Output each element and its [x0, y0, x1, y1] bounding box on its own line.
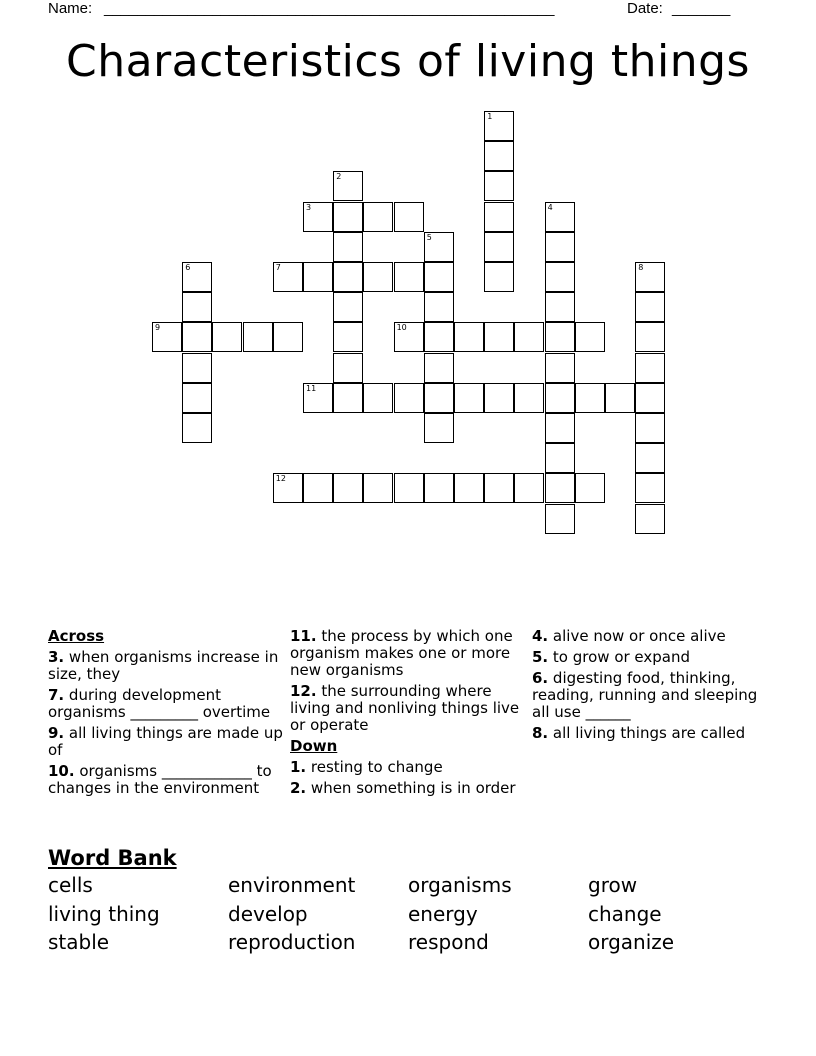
crossword-cell[interactable] [545, 353, 575, 383]
crossword-cell[interactable] [363, 473, 393, 503]
crossword-cell[interactable] [635, 292, 665, 322]
crossword-cell[interactable] [514, 473, 544, 503]
crossword-cell[interactable] [333, 383, 363, 413]
crossword-cell[interactable] [635, 443, 665, 473]
cell-number: 4 [547, 202, 553, 212]
date-label: Date: [627, 0, 663, 17]
word-bank-item: respond [408, 930, 489, 954]
crossword-cell[interactable] [484, 383, 514, 413]
clues-column-2 [290, 628, 526, 801]
cell-number: 10 [396, 323, 407, 333]
word-bank-item: environment [228, 873, 356, 897]
crossword-cell[interactable] [424, 473, 454, 503]
name-blank[interactable]: ______________________________________________________ [104, 0, 555, 17]
crossword-cell[interactable] [605, 383, 635, 413]
crossword-cell[interactable] [424, 262, 454, 292]
across-heading: Across [48, 627, 105, 645]
crossword-cell[interactable] [424, 232, 454, 262]
crossword-cell[interactable] [363, 262, 393, 292]
clue-across-7: 7. during development organisms _________ overtime [48, 686, 271, 721]
crossword-cell[interactable] [454, 383, 484, 413]
cell-number: 12 [275, 474, 286, 484]
word-bank-item: cells [48, 873, 93, 897]
crossword-cell[interactable] [484, 262, 514, 292]
word-bank-item: living thing [48, 902, 160, 926]
clue-down-5: 5. to grow or expand [532, 648, 691, 666]
cell-number: 5 [426, 232, 432, 242]
crossword-cell[interactable] [484, 232, 514, 262]
cell-number: 2 [336, 172, 342, 182]
cell-number: 6 [185, 263, 191, 272]
crossword-cell[interactable] [484, 473, 514, 503]
crossword-cell[interactable] [363, 383, 393, 413]
crossword-cell[interactable] [333, 171, 363, 201]
crossword-cell[interactable] [484, 322, 514, 352]
cell-number: 7 [275, 263, 281, 272]
crossword-cell[interactable] [424, 413, 454, 443]
crossword-cell[interactable] [182, 353, 212, 383]
crossword-cell[interactable] [545, 262, 575, 292]
crossword-cell[interactable] [182, 383, 212, 413]
crossword-cell[interactable] [635, 383, 665, 413]
crossword-cell[interactable] [545, 232, 575, 262]
down-heading: Down [290, 737, 338, 755]
crossword-cell[interactable] [545, 322, 575, 352]
crossword-cell[interactable] [454, 473, 484, 503]
crossword-cell[interactable] [514, 383, 544, 413]
crossword-cell[interactable] [635, 504, 665, 534]
cell-number: 9 [155, 323, 161, 333]
crossword-cell[interactable] [635, 473, 665, 503]
crossword-cell[interactable] [333, 232, 363, 262]
crossword-cell[interactable] [454, 322, 484, 352]
crossword-cell[interactable] [575, 383, 605, 413]
crossword-cell[interactable] [514, 322, 544, 352]
word-bank-title: Word Bank [48, 846, 177, 870]
crossword-cell[interactable] [333, 473, 363, 503]
word-bank-item: organize [588, 930, 675, 954]
clue-across-3: 3. when organisms increase in size, they [48, 648, 279, 683]
date-blank[interactable]: _______ [672, 0, 731, 17]
crossword-cell[interactable] [424, 322, 454, 352]
crossword-cell[interactable] [182, 262, 212, 292]
crossword-cell[interactable] [273, 262, 303, 292]
crossword-cell[interactable] [333, 353, 363, 383]
crossword-cell[interactable] [635, 413, 665, 443]
word-bank-item: grow [588, 873, 638, 897]
crossword-cell[interactable] [575, 322, 605, 352]
word-bank-item: reproduction [228, 930, 356, 954]
crossword-cell[interactable] [152, 322, 182, 352]
crossword-cell[interactable] [545, 473, 575, 503]
crossword-cell[interactable] [182, 413, 212, 443]
crossword-cell[interactable] [363, 202, 393, 232]
crossword-cell[interactable] [545, 504, 575, 534]
crossword-cell[interactable] [394, 383, 424, 413]
word-bank-item: energy [408, 902, 478, 926]
clues-column-3 [532, 628, 768, 746]
crossword-cell[interactable] [303, 473, 333, 503]
clue-down-1: 1. resting to change [290, 758, 443, 776]
crossword-cell[interactable] [545, 443, 575, 473]
crossword-cell[interactable] [333, 202, 363, 232]
crossword-cell[interactable] [575, 473, 605, 503]
crossword-cell[interactable] [333, 292, 363, 322]
crossword-cell[interactable] [545, 383, 575, 413]
crossword-cell[interactable] [333, 262, 363, 292]
clue-across-11: 11. the process by which one organism makes one or more new organisms [290, 627, 513, 679]
clues-column-1 [48, 628, 284, 801]
crossword-cell[interactable] [424, 292, 454, 322]
crossword-cell[interactable] [545, 292, 575, 322]
word-bank-item: develop [228, 902, 308, 926]
clue-down-6: 6. digesting food, thinking, reading, running and sleeping all use ______ [532, 669, 758, 721]
crossword-cell[interactable] [635, 353, 665, 383]
clue-down-2: 2. when something is in order [290, 779, 516, 797]
crossword-cell[interactable] [394, 202, 424, 232]
crossword-cell[interactable] [182, 322, 212, 352]
page-title: Characteristics of living things [66, 36, 750, 87]
crossword-cell[interactable] [545, 413, 575, 443]
clue-across-9: 9. all living things are made up of [48, 724, 283, 759]
crossword-cell[interactable] [303, 202, 333, 232]
word-bank-item: stable [48, 930, 110, 954]
crossword-cell[interactable] [273, 322, 303, 352]
crossword-cell[interactable] [394, 322, 424, 352]
crossword-cell[interactable] [394, 262, 424, 292]
crossword-cell[interactable] [273, 473, 303, 503]
crossword-cell[interactable] [484, 202, 514, 232]
crossword-cell[interactable] [303, 262, 333, 292]
crossword-cell[interactable] [333, 322, 363, 352]
clue-across-10: 10. organisms ____________ to changes in the environment [48, 762, 272, 797]
crossword-cell[interactable] [484, 111, 514, 141]
crossword-cell[interactable] [243, 322, 273, 352]
crossword-cell[interactable] [394, 473, 424, 503]
cell-number: 1 [487, 112, 493, 121]
crossword-cell[interactable] [635, 262, 665, 292]
crossword-cell[interactable] [182, 292, 212, 322]
clue-down-8: 8. all living things are called [532, 724, 746, 742]
name-label: Name: [48, 0, 93, 17]
crossword-cell[interactable] [424, 383, 454, 413]
crossword-cell[interactable] [212, 322, 242, 352]
crossword-cell[interactable] [484, 141, 514, 171]
cell-number: 3 [306, 202, 312, 212]
cell-number: 8 [638, 263, 644, 272]
crossword-cell[interactable] [424, 353, 454, 383]
crossword-cell[interactable] [635, 322, 665, 352]
crossword-cell[interactable] [303, 383, 333, 413]
clue-across-12: 12. the surrounding where living and nonliving things live or operate [290, 682, 520, 734]
clue-down-4: 4. alive now or once alive [532, 627, 726, 645]
word-bank-item: change [588, 902, 662, 926]
crossword-cell[interactable] [484, 171, 514, 201]
word-bank-item: organisms [408, 873, 512, 897]
cell-number: 11 [306, 383, 317, 393]
crossword-cell[interactable] [545, 202, 575, 232]
